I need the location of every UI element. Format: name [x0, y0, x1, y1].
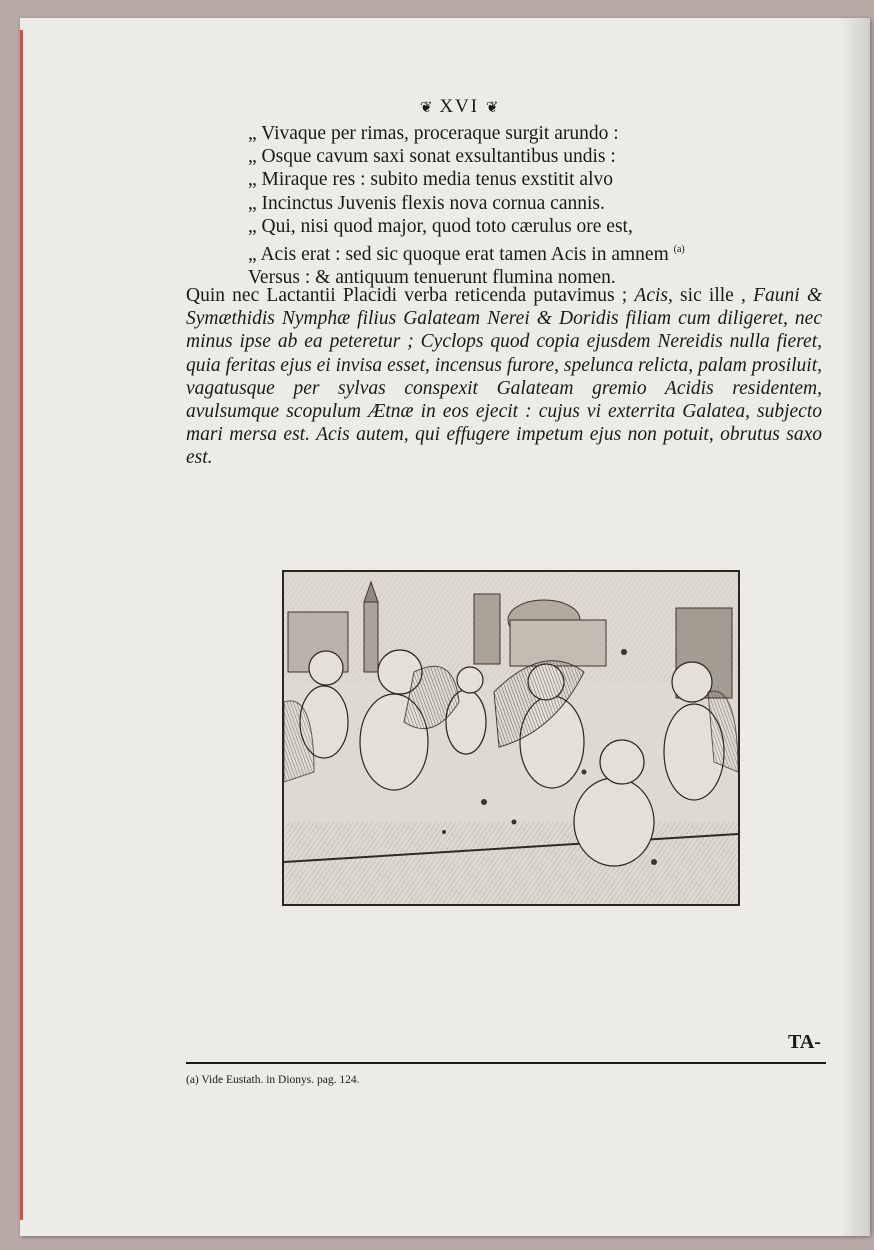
- engraved-plate-illustration: [282, 570, 740, 906]
- footnote: (a) Vide Eustath. in Dionys. pag. 124.: [186, 1074, 360, 1086]
- page-header: [420, 96, 498, 118]
- verse-line-with-note: [248, 238, 808, 266]
- gutter-shadow: [840, 18, 870, 1236]
- verse-line: „ Osque cavum saxi sonat exsultantibus undis :: [248, 146, 616, 168]
- verse-line: „ Acis erat : sed sic quoque erat tamen Acis in amnem: [248, 244, 669, 266]
- prose-paragraph: [186, 284, 822, 470]
- red-page-edge: [20, 30, 23, 1220]
- verse-last-line: Versus : & antiquum tenuerunt flumina nomen.: [248, 267, 616, 289]
- verse-block: [248, 122, 808, 289]
- prose-quote-acis: Acis,: [634, 285, 673, 306]
- verse-line: „ Qui, nisi quod major, quod toto cærulus ore est,: [248, 215, 633, 237]
- verse-line: „ Miraque res : subito media tenus exstitit alvo: [248, 169, 614, 191]
- ornament-left-icon: ❦: [420, 100, 433, 116]
- verse-line: „ Incinctus Juvenis flexis nova cornua cannis.: [248, 192, 605, 214]
- ornament-right-icon: ❦: [485, 100, 499, 116]
- verse-line: „ Vivaque per rimas, proceraque surgit arundo :: [248, 123, 619, 144]
- catchword: TA-: [788, 1031, 821, 1053]
- footnote-marker: (a): [673, 244, 685, 256]
- prose-connector: sic ille ,: [672, 285, 754, 306]
- prose-quote: Fauni & Symæthidis Nymphæ filius Galateam Nerei & Doridis filiam cum diligeret, nec minus ipse ab ea peteretur ; Cyclops quod copia ejusdem Nereidis nulla fieret, quia feritas ejus ei invisa esset, incensus furore, spelunca relicta, palam prosiluit, vagatusque per sylvas conspexit Galateam gremio Acidis residentem, avulsumque scopulum Ætnæ in eos ejecit : cujus vi exterrita Galatea, subjecto mari mersa est. Acis autem, qui effugere impetum ejus non potuit, obrutus saxo est.: [186, 285, 822, 469]
- footnote-rule: [186, 1062, 826, 1064]
- plate-engraving: [284, 572, 738, 904]
- page-number: XVI: [439, 96, 480, 117]
- prose-intro: Quin nec Lactantii Placidi verba reticenda putavimus ;: [186, 285, 635, 306]
